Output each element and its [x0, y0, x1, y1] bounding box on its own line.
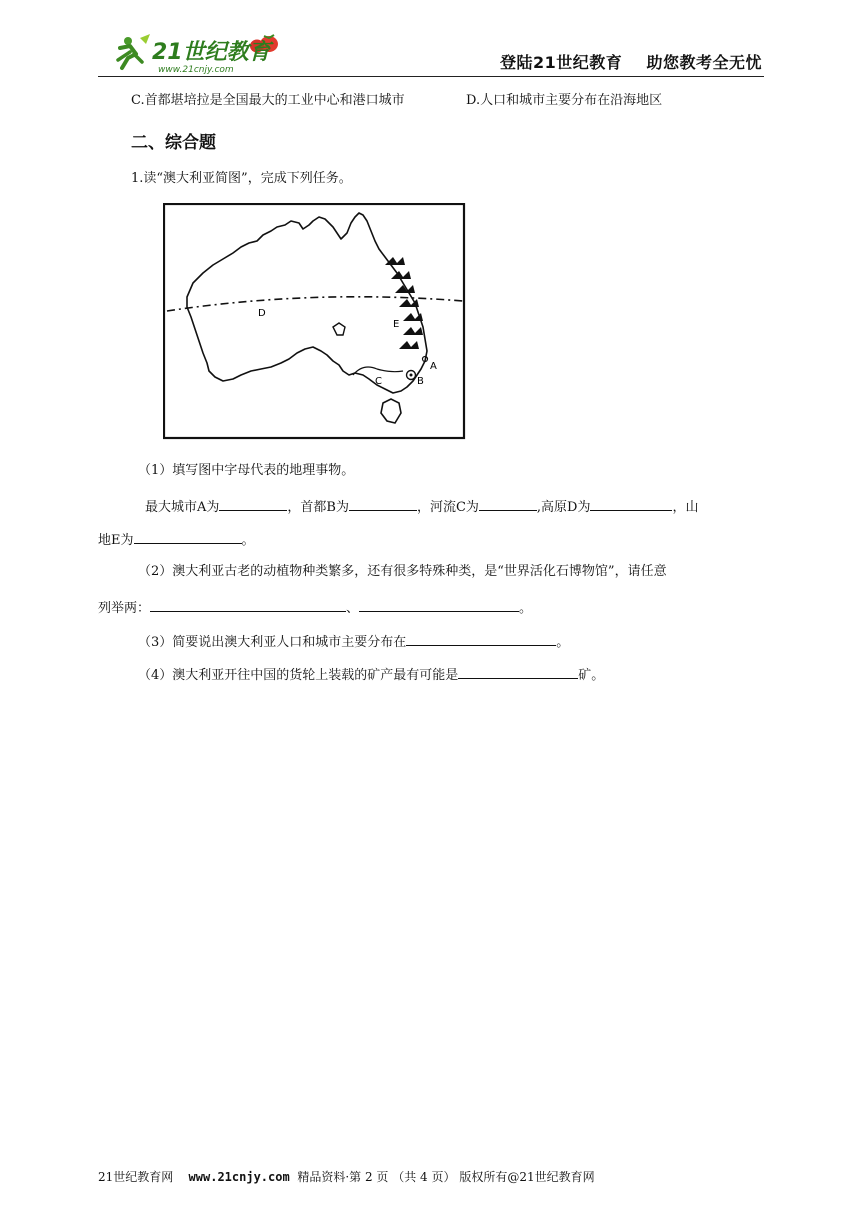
answer-blank-a[interactable]: [219, 496, 287, 511]
part2-seg2: 列举两：: [98, 601, 151, 616]
mountain-range: [385, 257, 423, 349]
label-e: E: [393, 319, 400, 330]
part1-row2: [98, 529, 255, 550]
answer-blank-species-1[interactable]: [150, 597, 346, 612]
lake-eyre: [333, 323, 345, 335]
tasmania-outline: [381, 399, 401, 423]
logo-text: 21世纪教育: [152, 40, 271, 65]
label-b: B: [417, 376, 424, 387]
page-footer: [98, 1168, 595, 1185]
part4-seg2: 矿。: [578, 668, 605, 683]
footer-info: 精品资料·第 2 页 （共 4 页） 版权所有@21世纪教育网: [297, 1170, 595, 1184]
part1-seg7: 。: [241, 533, 255, 548]
label-a: A: [430, 361, 437, 372]
answer-blank-d[interactable]: [590, 496, 672, 511]
tropic-line: [167, 297, 463, 311]
part2-row2: [98, 597, 532, 618]
section-title: 二、综合题: [131, 133, 216, 153]
part1-row1: [145, 496, 698, 517]
answer-blank-e[interactable]: [134, 529, 242, 544]
answer-blank-c[interactable]: [479, 496, 537, 511]
answer-blank-species-2[interactable]: [359, 597, 519, 612]
part1-seg5: ，山: [672, 500, 699, 515]
part1-seg1: 最大城市A为: [145, 500, 220, 515]
header-divider: [98, 76, 764, 77]
part1-seg2: ，首都B为: [287, 500, 349, 515]
part3-seg1: （3）简要说出澳大利亚人口和城市主要分布在: [138, 635, 407, 650]
option-c: C.首都堪培拉是全国最大的工业中心和港口城市: [131, 93, 405, 108]
part4-seg1: （4）澳大利亚开往中国的货轮上装载的矿产最有可能是: [138, 668, 459, 683]
answer-blank-mineral[interactable]: [458, 664, 578, 679]
header-slogan: 登陆21世纪教育 助您教考全无忧: [499, 53, 762, 72]
part1-seg6: 地E为: [98, 533, 134, 548]
australia-map: [163, 203, 466, 440]
part4-row: [138, 664, 604, 685]
footer-url[interactable]: www.21cnjy.com: [188, 1170, 290, 1184]
runner-icon: [118, 34, 150, 68]
page-header: [98, 30, 764, 76]
label-c: C: [375, 376, 382, 387]
logo-url: www.21cnjy.com: [158, 65, 234, 75]
part1-seg4: ,高原D为: [536, 500, 591, 515]
answer-blank-b[interactable]: [349, 496, 417, 511]
part3-seg2: 。: [556, 635, 570, 650]
part1-prompt: （1）填写图中字母代表的地理事物。: [138, 463, 355, 478]
logo: [106, 30, 282, 76]
part2-seg3: 、: [346, 601, 360, 616]
part1-seg3: ，河流C为: [416, 500, 479, 515]
answer-blank-distribution[interactable]: [406, 631, 556, 646]
part2-row1: （2）澳大利亚古老的动植物种类繁多，还有很多特殊种类，是“世界活化石博物馆”，请任意: [138, 564, 667, 579]
part2-seg4: 。: [519, 601, 533, 616]
part3-row: [138, 631, 569, 652]
mainland-outline: [187, 213, 427, 393]
question-stem: 1.读“澳大利亚简图”，完成下列任务。: [131, 171, 352, 186]
option-d: D.人口和城市主要分布在沿海地区: [466, 93, 663, 108]
footer-site-name: 21世纪教育网: [98, 1170, 174, 1184]
label-d: D: [258, 308, 266, 319]
